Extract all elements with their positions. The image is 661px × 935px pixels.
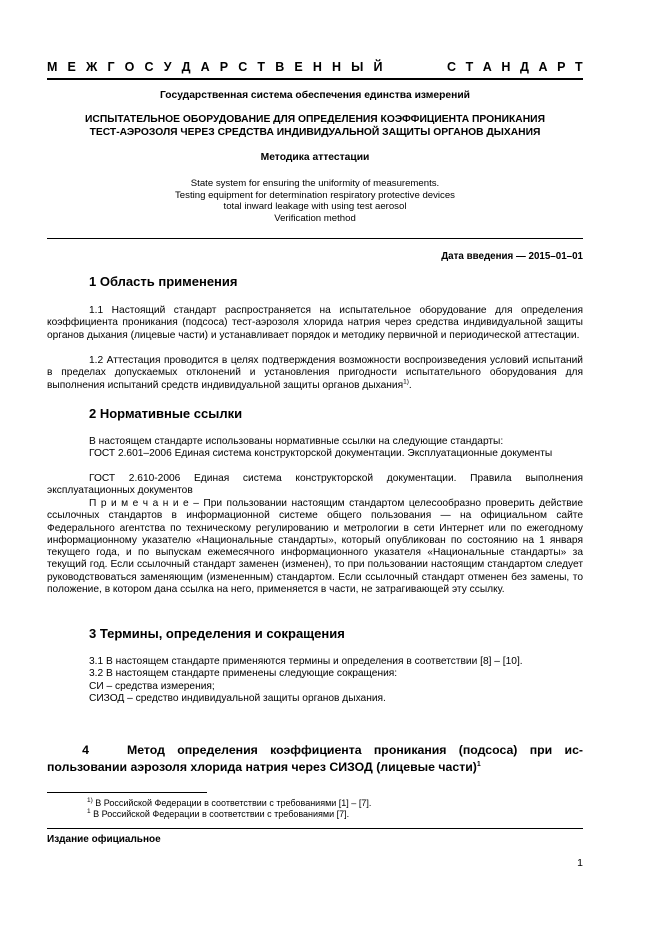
header-rule (47, 78, 583, 80)
header-letter: Е (67, 60, 77, 74)
section3-list (89, 656, 583, 705)
section4-heading (47, 742, 583, 776)
edition-rule (47, 828, 583, 829)
section3-line: СИ – средства измерения; (89, 680, 215, 692)
section4-heading-text: пользовании аэрозоля хлорида натрия через СИЗОД (лицевые части) (47, 760, 477, 774)
document-page (47, 0, 583, 935)
english-title (47, 178, 583, 224)
document-title-line: ТЕСТ-АЭРОЗОЛЯ ЧЕРЕЗ СРЕДСТВА ИНДИВИДУАЛЬНОЙ ЗАЩИТЫ ОРГАНОВ ДЫХАНИЯ (89, 126, 541, 138)
standard-header-word2 (447, 60, 583, 74)
header-letter: Ы (351, 60, 364, 74)
standard-header-word1 (47, 60, 383, 74)
header-letter: А (538, 60, 548, 74)
paragraph-end: . (408, 379, 412, 391)
header-letter: Й (373, 60, 383, 74)
header-letter: Д (519, 60, 530, 74)
header-letter: М (47, 60, 58, 74)
section3-line: 3.2 В настоящем стандарте применены следующие сокращения: (89, 668, 398, 680)
section2-paragraph: В настоящем стандарте использованы нормативные ссылки на следующие стандарты: (89, 436, 504, 447)
header-letter: С (238, 60, 248, 74)
edition-label: Издание официальное (47, 834, 161, 845)
header-letter: Н (312, 60, 323, 74)
header-letter: Р (557, 60, 566, 74)
footnote (87, 798, 583, 809)
section4-heading-line (47, 759, 583, 776)
section3-heading: 3 Термины, определения и сокращения (89, 626, 345, 641)
system-title: Государственная система обеспечения единства измерений (159, 90, 470, 101)
footnote-rule (47, 792, 207, 793)
note-text: – При пользовании настоящим стандартом целесообразно проверить действие ссылочных стандартов в информационной системе общего пользования — на официальном сайте Федерального агентства по техническому регулированию и метрологии в сети Интернет или по ежегодному информационному указателю «Национальные стандарты», который опубликован по состоянию на 1 января текущего года, и по выпускам ежемесячного информационного указателя «Национальные стандарты» за текущий год. Если ссылочный стандарт заменен (изменен), то при пользовании настоящим стандартом следует руководствоваться заменяющим (измененным) стандартом. Если ссылочный стандарт отменен без замены, то положение, в котором дана ссылка на него, применяется в части, не затрагивающей эту ссылку. (47, 498, 584, 596)
note-label: П р и м е ч а н и е (89, 498, 189, 509)
header-letter: В (275, 60, 285, 74)
document-title (47, 114, 583, 139)
section1-paragraph (47, 355, 583, 392)
footnote-text: В Российской Федерации в соответствии с требованиями [1] – [7]. (92, 798, 372, 808)
section3-line: 3.1 В настоящем стандарте применяются термины и определения в соответствии [8] – [10]. (89, 656, 523, 667)
header-letter: Ж (86, 60, 98, 74)
header-letter: О (124, 60, 135, 74)
header-letter: С (144, 60, 154, 74)
document-title-line: ИСПЫТАТЕЛЬНОЕ ОБОРУДОВАНИЕ ДЛЯ ОПРЕДЕЛЕНИЯ КОЭФФИЦИЕНТА ПРОНИКАНИЯ (85, 114, 545, 125)
header-letter: Т (257, 60, 266, 74)
section1-paragraph: 1.1 Настоящий стандарт распространяется на испытательное оборудование для определения коэффициента проникания (подсоса) тест-аэрозоля хлорида натрия через средства индивидуальной защиты органов дыхания (лицевые части) и устанавливает порядок и методику первичной и периодической аттестации. (47, 305, 583, 341)
footnote-mark: 1 (87, 808, 91, 815)
footnote-ref: 1 (476, 760, 481, 768)
section2-note (47, 498, 583, 596)
header-letter: А (482, 60, 493, 74)
header-letter: Д (181, 60, 191, 74)
section4-number: 4 (82, 743, 89, 757)
footnote-mark: 1) (87, 797, 93, 804)
header-letter: Н (501, 60, 511, 74)
header-letter: С (447, 60, 457, 74)
footnote-ref: 1) (403, 378, 409, 386)
header-letter: Р (219, 60, 229, 74)
title-rule (47, 238, 583, 239)
header-letter: Е (294, 60, 303, 74)
page-number: 1 (577, 857, 583, 869)
document-subtitle: Методика аттестации (260, 152, 370, 163)
footnote-text: В Российской Федерации в соответствии с требованиями [7]. (90, 809, 350, 819)
header-letter: Н (331, 60, 342, 74)
section2-reference: ГОСТ 2.610-2006 Единая система конструкторской документации. Правила выполнения эксплуатационных документов (47, 473, 583, 497)
header-letter: Т (465, 60, 474, 74)
section2-heading: 2 Нормативные ссылки (89, 406, 243, 421)
footnote (87, 809, 583, 820)
section2-reference: ГОСТ 2.601–2006 Единая система конструкторской документации. Эксплуатационные документы (89, 448, 553, 459)
header-letter: Т (574, 60, 583, 74)
header-letter: А (200, 60, 210, 74)
header-letter: Г (107, 60, 115, 74)
english-title-line: total inward leakage with using test aerosol (223, 201, 407, 212)
header-letter: У (163, 60, 172, 74)
english-title-line: State system for ensuring the uniformity of measurements. (190, 178, 440, 189)
english-title-line: Verification method (274, 212, 356, 224)
section3-line: СИЗОД – средство индивидуальной защиты органов дыхания. (89, 692, 386, 704)
english-title-line: Testing equipment for determination respiratory protective devices (175, 189, 455, 201)
paragraph-text: 1.2 Аттестация проводится в целях подтверждения возможности воспроизведения условий испытаний в пределах допускаемых отклонений и установления пригодности испытательного оборудования для выполнения испытаний средств индивидуальной защиты органов дыхания (47, 355, 583, 391)
section4-heading-line (47, 742, 583, 759)
standard-header (47, 60, 583, 74)
intro-date: Дата введения — 2015–01–01 (441, 251, 583, 262)
section1-heading: 1 Область применения (89, 274, 238, 289)
section4-heading-text: Метод определения коэффициента проникания (подсоса) при ис- (127, 743, 583, 757)
